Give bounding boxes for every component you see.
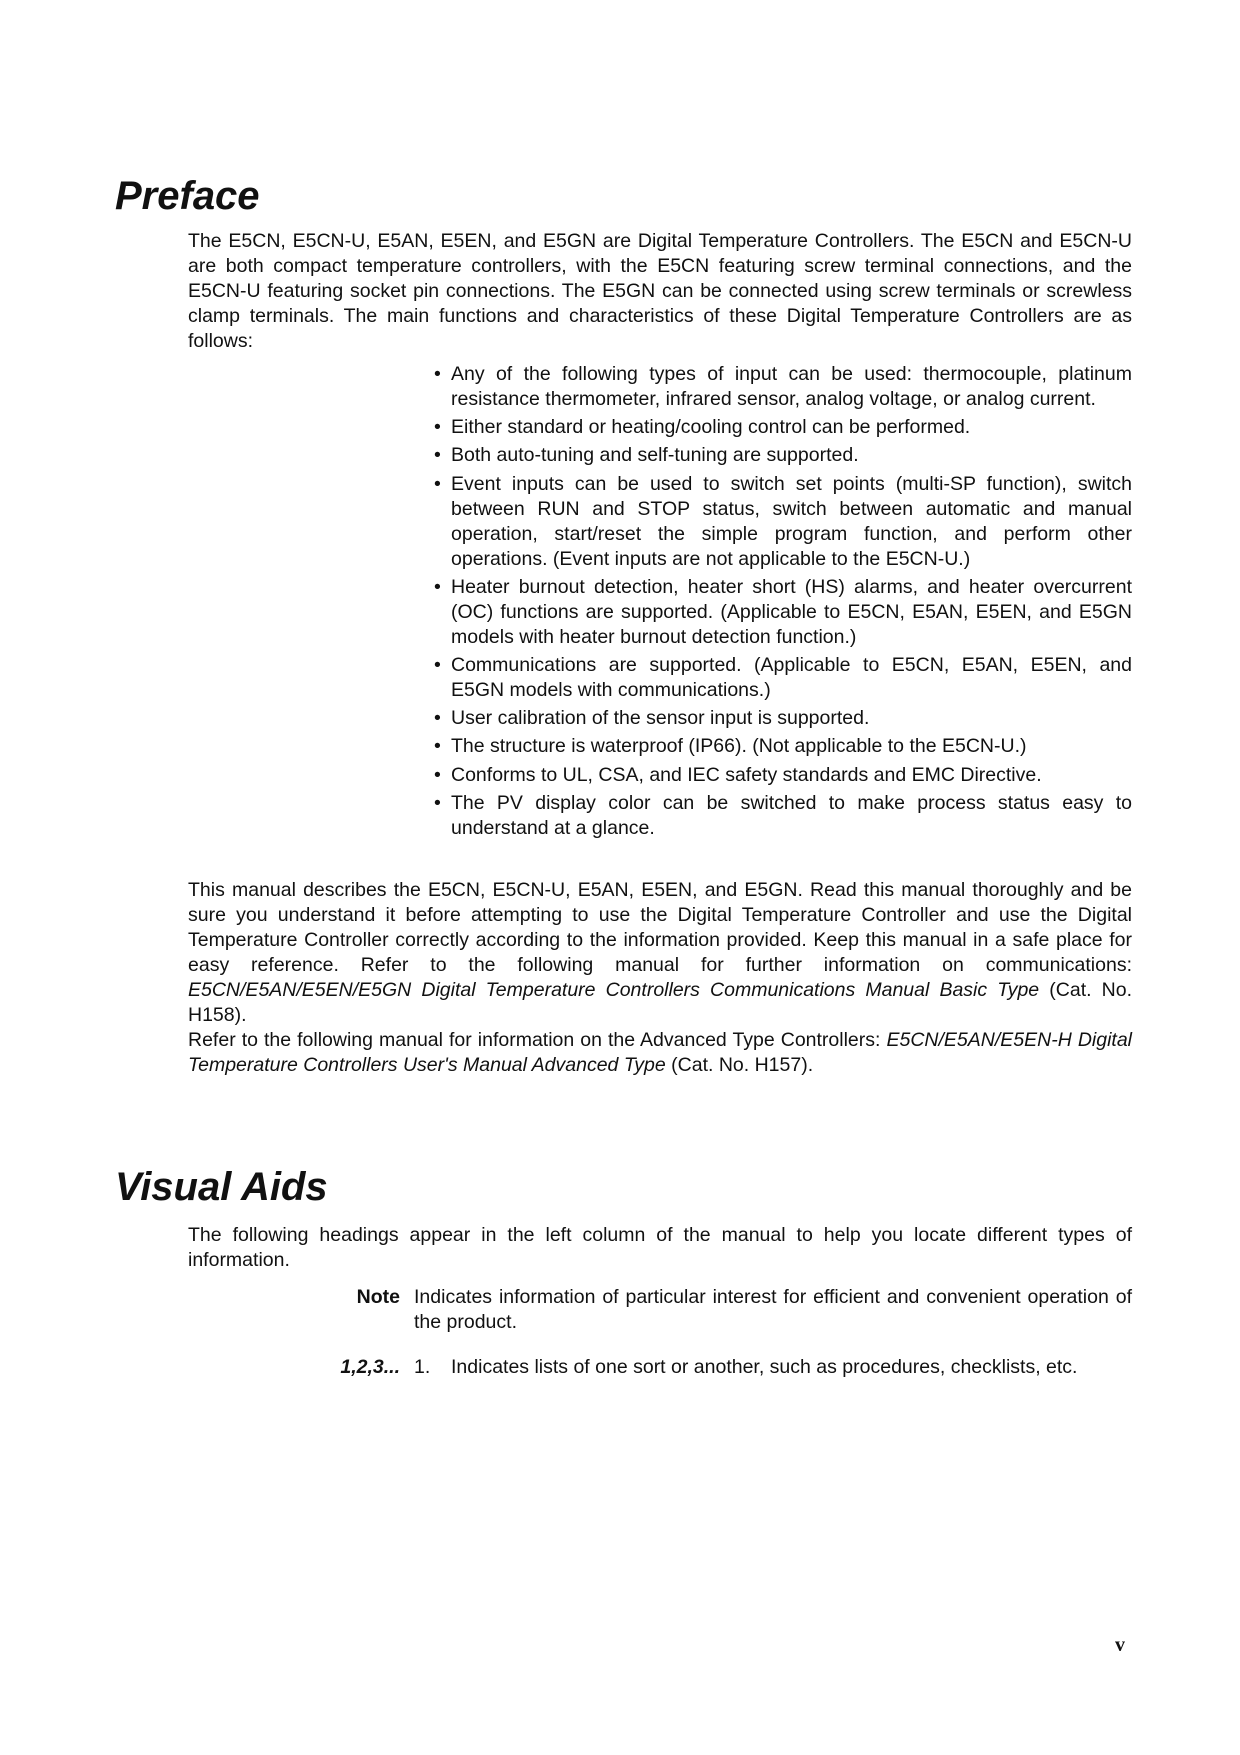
bullet-icon: •	[434, 707, 441, 730]
advanced-manual-title: E5CN/E5AN/E5EN-H Digital Temperature Controllers User's Manual Advanced Type	[188, 1029, 1133, 1076]
bullet-icon: •	[434, 735, 441, 758]
bullet-icon: •	[434, 363, 441, 385]
preface-intro-paragraph: The E5CN, E5CN-U, E5AN, E5EN, and E5GN are Digital Temperature Controllers. The E5CN and E5CN-U are both compact temperature controllers, with the E5CN featuring screw terminal connections, and the E5CN-U featuring socket pin connections. The E5GN can be connected using screw terminals or screwless clamp terminals. The main functions and characteristics of these Digital Temperature Controllers are as follows:	[188, 230, 1132, 352]
bullet-icon: •	[434, 575, 441, 598]
list-item: • Either standard or heating/cooling control can be performed.	[434, 416, 971, 439]
list-description: Indicates lists of one sort or another, such as procedures, checklists, etc.	[451, 1356, 1078, 1378]
list-label: 1,2,3...	[340, 1356, 400, 1378]
bullet-icon: •	[434, 416, 441, 439]
note-description: Indicates information of particular interest for efficient and convenient operation of the product.	[414, 1286, 1132, 1333]
preface-heading: Preface	[115, 174, 260, 218]
advanced-manual-catalog: (Cat. No. H157).	[671, 1054, 814, 1076]
bullet-icon: •	[434, 653, 441, 676]
list-item: • The PV display color can be switched to make process status easy to understand at a glance.	[434, 791, 1132, 839]
manual-description-paragraph	[188, 878, 1132, 1028]
communications-manual-title: E5CN/E5AN/E5EN/E5GN Digital Temperature Controllers Communications Manual Basic Type	[188, 979, 1040, 1001]
list-item: • Communications are supported. (Applicable to E5CN, E5AN, E5EN, and E5GN models with communications.)	[434, 653, 1132, 701]
list-item: • Both auto-tuning and self-tuning are supported.	[434, 444, 859, 467]
bullet-icon: •	[434, 472, 441, 495]
list-item: • The structure is waterproof (IP66). (Not applicable to the E5CN-U.)	[434, 735, 1027, 758]
list-item: • Conforms to UL, CSA, and IEC safety standards and EMC Directive.	[434, 763, 1042, 786]
note-label: Note	[356, 1286, 400, 1308]
advanced-manual-reference	[188, 1028, 1132, 1078]
list-item: • Event inputs can be used to switch set points (multi-SP function), switch between RUN and STOP status, switch between automatic and manual operation, start/reset the simple program function, and perform other operations. (Event inputs are not applicable to the E5CN-U.)	[434, 472, 1132, 570]
list-item: • Heater burnout detection, heater short (HS) alarms, and heater overcurrent (OC) functions are supported. (Applicable to E5CN, E5AN, E5EN, and E5GN models with heater burnout detection function.)	[434, 575, 1132, 648]
advanced-reference-lead: Refer to the following manual for information on the Advanced Type Controllers:	[188, 1029, 881, 1051]
list-item: • Any of the following types of input can be used: thermocouple, platinum resistance thermometer, infrared sensor, analog voltage, or analog current.	[434, 363, 1132, 410]
visual-aids-heading: Visual Aids	[115, 1165, 328, 1209]
communications-manual-catalog: (Cat. No. H158).	[188, 979, 1132, 1026]
features-list	[434, 362, 1132, 844]
bullet-icon: •	[434, 791, 441, 814]
list-item: • User calibration of the sensor input is supported.	[434, 707, 870, 730]
visual-aids-intro: The following headings appear in the left column of the manual to help you locate different types of information.	[188, 1224, 1132, 1271]
bullet-icon: •	[434, 763, 441, 786]
manual-description-text: This manual describes the E5CN, E5CN-U, E5AN, E5EN, and E5GN. Read this manual thoroughly and be sure you understand it before attempting to use the Digital Temperature Controller and use the Digital Temperature Controller correctly according to the information provided. Keep this manual in a safe place for easy reference. Refer to the following manual for further information on communications:	[188, 879, 1132, 976]
bullet-icon: •	[434, 444, 441, 467]
page-number: v	[1115, 1634, 1125, 1656]
list-number: 1.	[414, 1356, 431, 1378]
